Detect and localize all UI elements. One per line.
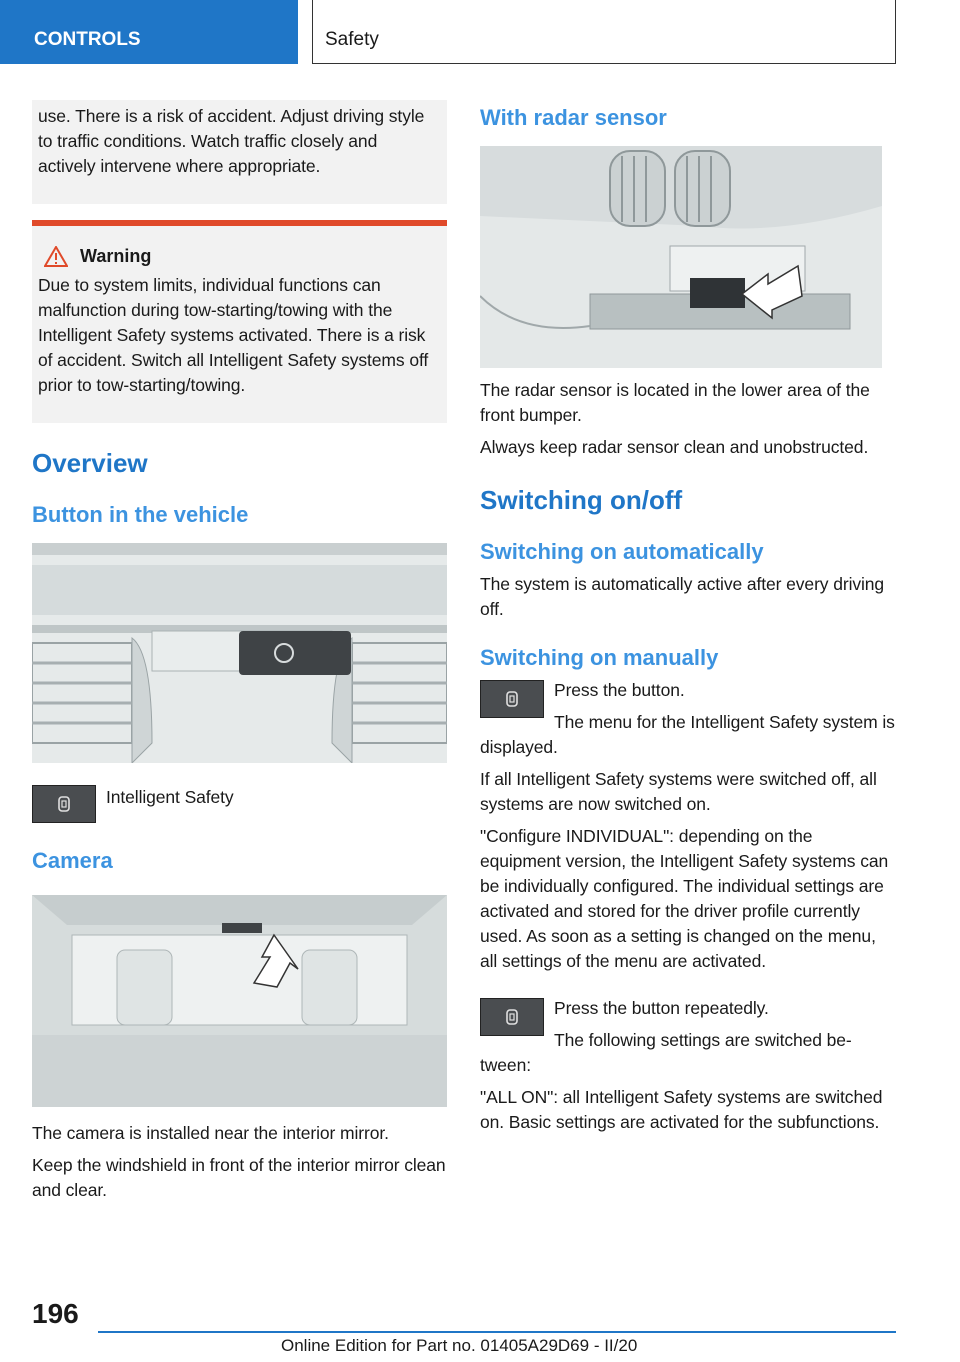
edition-text: Online Edition for Part no. 01405A29D69 - II/20 bbox=[281, 1336, 638, 1355]
page-number: 196 bbox=[32, 1298, 79, 1329]
continued-warning-box bbox=[32, 100, 447, 204]
camera-figure bbox=[32, 895, 447, 1107]
warning-triangle-icon bbox=[44, 246, 68, 267]
warning-title: Warning bbox=[80, 246, 152, 266]
chapter-tab bbox=[312, 0, 896, 64]
interior-illustration bbox=[32, 895, 447, 1107]
auto-paragraph: The system is automatically active after every driving off. bbox=[480, 574, 885, 619]
repeat-press-text: Press the button repeatedly. bbox=[554, 998, 769, 1018]
intelligent-safety-button-row bbox=[32, 785, 447, 823]
radar-sensor-figure bbox=[480, 146, 882, 368]
repeat-press-block bbox=[480, 996, 895, 1078]
dashboard-illustration bbox=[32, 543, 447, 763]
right-column bbox=[480, 100, 895, 1142]
manual-press-block bbox=[480, 678, 895, 760]
bumper-illustration bbox=[480, 146, 882, 368]
section-tab bbox=[0, 0, 298, 64]
switching-heading: Switching on/off bbox=[480, 485, 683, 515]
repeat-button-icon bbox=[480, 998, 544, 1036]
section-title: CONTROLS bbox=[34, 29, 141, 50]
camera-heading: Camera bbox=[32, 848, 113, 873]
safety-icon bbox=[502, 1007, 522, 1027]
warning-text: Due to system limits, individual functions can malfunction during tow-starting/towing with the Intelligent Safety systems activated. There is a risk of accident. Switch all Intelligent Safety systems off prior to tow-starting/towing. bbox=[38, 275, 429, 395]
radar-paragraph-2: Always keep radar sensor clean and unobstructed. bbox=[480, 437, 869, 457]
safety-icon bbox=[502, 689, 522, 709]
manual-paragraph-2: "Configure INDIVIDUAL": depending on the equipment version, the Intelligent Safety systems can be individually configured. The individual settings are activated and stored for the driver profile currently used. As soon as a setting is changed on the menu, all settings of the menu are activated. bbox=[480, 826, 889, 971]
chapter-title: Safety bbox=[325, 29, 379, 50]
all-on-paragraph: "ALL ON": all Intelligent Safety systems are switched on. Basic settings are activated for the subfunctions. bbox=[480, 1087, 883, 1132]
footer-rule bbox=[98, 1331, 896, 1333]
button-label: Intelligent Safety bbox=[106, 787, 234, 807]
safety-icon bbox=[54, 794, 74, 814]
manual-menu-text: The menu for the Intelligent Safety system is displayed. bbox=[480, 712, 895, 757]
overview-heading: Overview bbox=[32, 448, 148, 478]
dashboard-button-figure bbox=[32, 543, 447, 763]
radar-heading: With radar sensor bbox=[480, 105, 667, 130]
manual-press-text: Press the button. bbox=[554, 680, 685, 700]
repeat-paragraph: The following settings are switched between: bbox=[480, 1030, 852, 1075]
warning-header bbox=[38, 246, 439, 267]
continued-text: use. There is a risk of accident. Adjust driving style to traffic conditions. Watch traffic closely and actively intervene where appropriate. bbox=[38, 106, 425, 176]
left-column bbox=[32, 100, 447, 1210]
auto-heading: Switching on automatically bbox=[480, 539, 764, 564]
manual-heading: Switching on manually bbox=[480, 645, 719, 670]
manual-paragraph-1: If all Intelligent Safety systems were switched off, all systems are now switched on. bbox=[480, 769, 877, 814]
manual-button-icon bbox=[480, 680, 544, 718]
button-heading: Button in the vehicle bbox=[32, 502, 249, 527]
intelligent-safety-button-icon bbox=[32, 785, 96, 823]
radar-paragraph-1: The radar sensor is located in the lower area of the front bumper. bbox=[480, 380, 870, 425]
camera-paragraph-1: The camera is installed near the interior mirror. bbox=[32, 1123, 389, 1143]
warning-box bbox=[32, 220, 447, 423]
camera-paragraph-2: Keep the windshield in front of the interior mirror clean and clear. bbox=[32, 1155, 446, 1200]
